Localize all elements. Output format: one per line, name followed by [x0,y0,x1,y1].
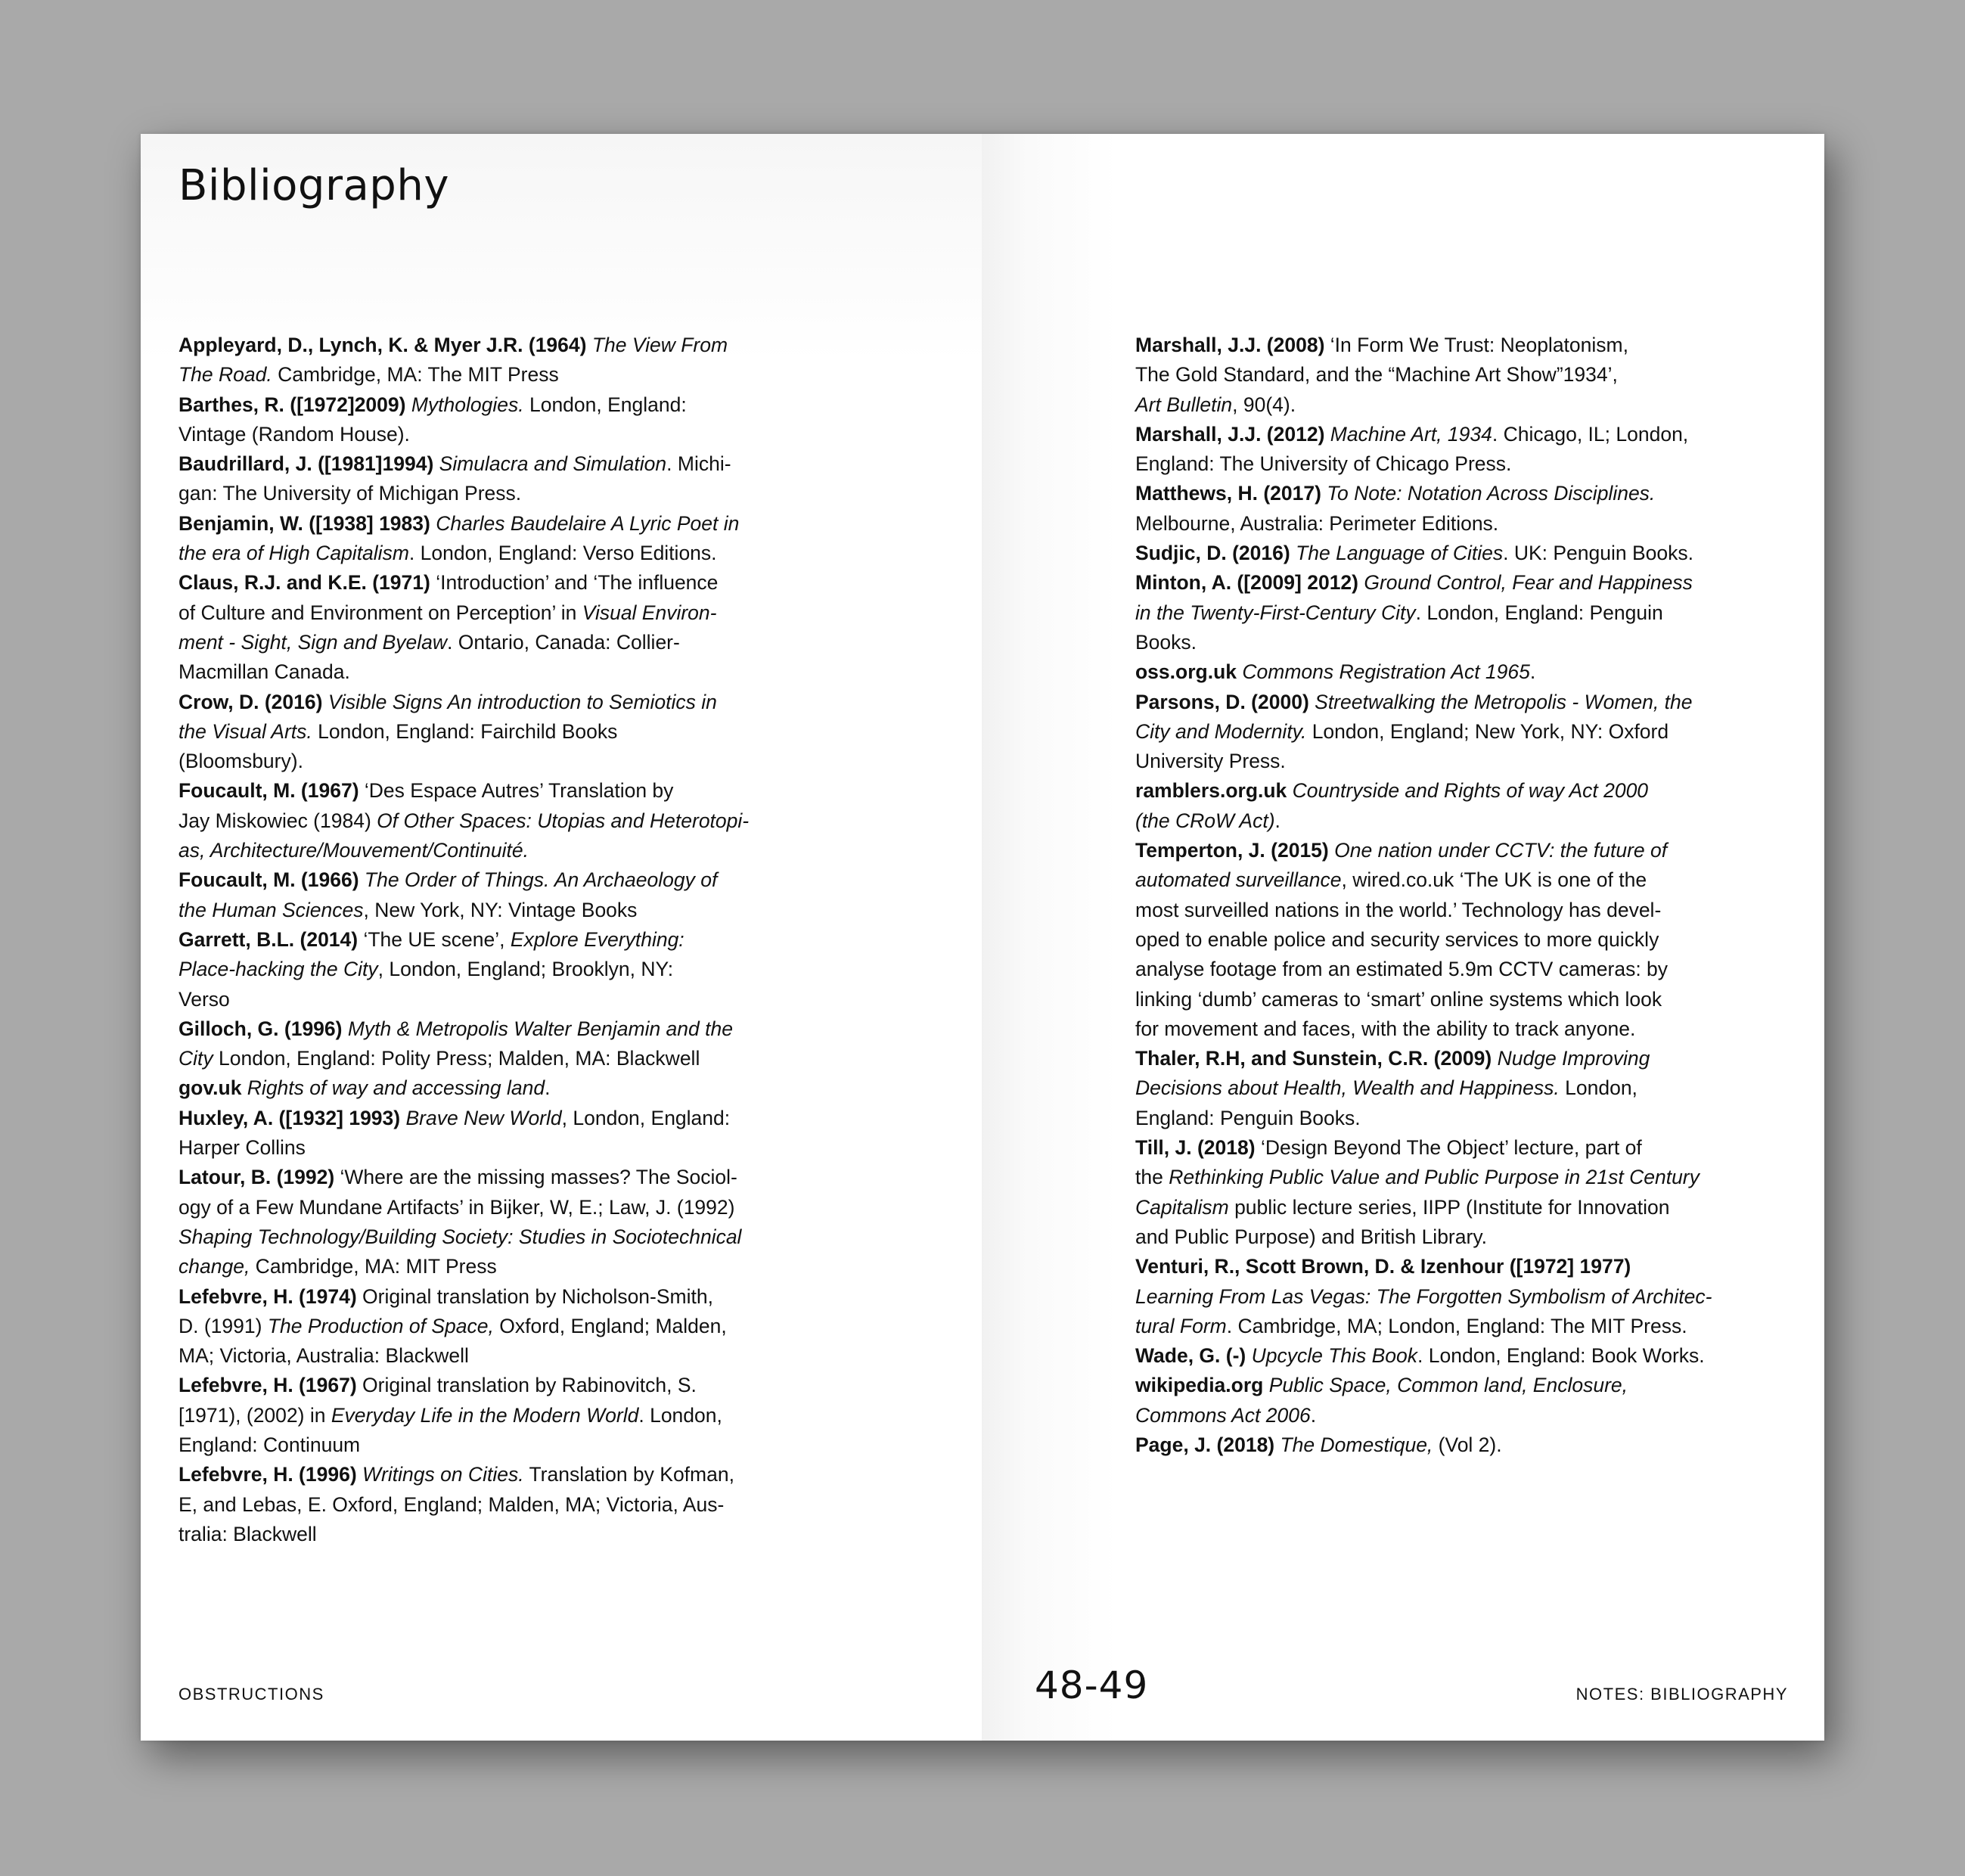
entry-author: Foucault, M. (1967) [178,779,365,803]
entry-text: Oxford, England; Malden, [493,1314,727,1337]
page-number: 48-49 [1035,1663,1149,1707]
entry-line [1135,1401,1740,1430]
entry-text: and Public Purpose) and British Library. [1135,1225,1487,1248]
entry-line [178,806,784,836]
page-title: Bibliography [178,161,449,210]
entry-text: ‘The UE scene’, [363,927,511,951]
entry-line [1135,806,1740,836]
entry-title: The Order of Things. An Archaeology of [364,868,718,892]
entry-line [178,688,784,717]
entry-text: England: Penguin Books. [1135,1106,1361,1129]
entry-line [1135,688,1740,717]
entry-text: Translation by Kofman, [523,1463,734,1486]
entry-title: Myth & Metropolis Walter Benjamin and the [347,1017,733,1040]
entry-line [178,628,784,657]
entry-text: [1971), (2002) in [178,1403,331,1427]
entry-line [1135,1282,1740,1312]
entry-author: Claus, R.J. and K.E. (1971) [178,571,436,595]
entry-line [1135,985,1740,1014]
entry-text: England: Continuum [178,1433,361,1456]
bibliography-entry [178,925,784,1014]
bibliography-entry [1135,479,1740,539]
entry-author: Gilloch, G. (1996) [178,1017,348,1040]
entry-text: tralia: Blackwell [178,1522,317,1545]
entry-text: . UK: Penguin Books. [1503,542,1694,565]
bibliography-entry [178,1163,784,1281]
entry-author: Parsons, D. (2000) [1135,690,1315,713]
entry-line [178,598,784,628]
entry-author: Page, J. (2018) [1135,1433,1281,1456]
entry-text: analyse footage from an estimated 5.9m CCTV cameras: by [1135,958,1669,981]
entry-line [178,1163,784,1192]
entry-title: automated surveillance [1135,868,1342,892]
entry-text: London, England: Polity Press; Malden, MA: Blackwell [213,1047,700,1070]
entry-author: Till, J. (2018) [1135,1136,1261,1160]
entry-text: . [1274,809,1281,832]
right-page [982,134,1824,1741]
entry-text: for movement and faces, with the ability to track anyone. [1135,1017,1636,1040]
entry-line [1135,628,1740,657]
entry-title: City and Modernity. [1135,719,1307,743]
entry-author: Lefebvre, H. (1974) [178,1284,363,1308]
entry-line [1135,1193,1740,1222]
bibliography-entry [1135,539,1740,568]
bibliography-entry [1135,1371,1740,1430]
entry-text: linking ‘dumb’ cameras to ‘smart’ online systems which look [1135,987,1662,1011]
entry-text: Macmillan Canada. [178,660,350,684]
entry-text: Melbourne, Australia: Perimeter Editions. [1135,511,1499,535]
entry-author: Sudjic, D. (2016) [1135,542,1296,565]
entry-line [178,420,784,449]
entry-line [1135,1312,1740,1341]
entry-title: Machine Art, 1934 [1330,422,1492,446]
entry-text: the [1135,1166,1169,1189]
entry-author: oss.org.uk [1135,660,1243,684]
entry-title: Ground Control, Fear and Happiness [1364,571,1693,595]
entry-line [178,1312,784,1341]
entry-text: London, England: Fairchild Books [312,719,618,743]
entry-line [178,1341,784,1371]
entry-author: Marshall, J.J. (2008) [1135,334,1330,356]
entry-text: . Michi- [666,452,731,476]
entry-title: (the CRoW Act) [1135,809,1275,832]
entry-text: Books. [1135,630,1197,654]
bibliography-entry [178,1104,784,1163]
entry-title: Place-hacking the City [178,958,378,981]
entry-line [178,1014,784,1044]
entry-title: Commons Act 2006 [1135,1403,1311,1427]
entry-author: Minton, A. ([2009] 2012) [1135,571,1364,595]
entry-text: (Bloomsbury). [178,750,303,773]
entry-title: Explore Everything: [510,927,684,951]
bibliography-entry [1135,420,1740,480]
entry-line [178,1430,784,1460]
bibliography-entry [178,1073,784,1103]
entry-line [1135,360,1740,390]
entry-line [1135,925,1740,955]
entry-text: MA; Victoria, Australia: Blackwell [178,1344,469,1368]
entry-line [1135,1430,1740,1460]
entry-text: . Chicago, IL; London, [1492,422,1689,446]
bibliography-entry [178,1282,784,1371]
bibliography-entry [178,568,784,687]
entry-author: Appleyard, D., Lynch, K. & Myer J.R. (1964) [178,334,592,356]
bibliography-entry [178,1371,784,1460]
entry-text: The Gold Standard, and the “Machine Art Show”1934’, [1135,363,1618,387]
bibliography-entry [178,776,784,865]
entry-line [178,1104,784,1133]
running-footer-right: NOTES: BIBLIOGRAPHY [1575,1685,1788,1704]
entry-text: Cambridge, MA: The MIT Press [272,363,559,387]
entry-text: University Press. [1135,750,1286,773]
entry-text: Harper Collins [178,1136,306,1160]
entry-text: , London, England: [561,1106,731,1129]
bibliography-entry [178,1014,784,1074]
entry-author: Huxley, A. ([1932] 1993) [178,1106,406,1129]
entry-line [1135,1341,1740,1371]
entry-line [178,568,784,598]
entry-title: Countryside and Rights of way Act 2000 [1292,779,1649,803]
entry-title: Streetwalking the Metropolis - Women, the [1315,690,1693,713]
entry-author: Garrett, B.L. (2014) [178,927,364,951]
running-footer-left: OBSTRUCTIONS [178,1685,324,1704]
entry-line [178,1460,784,1489]
entry-author: Wade, G. (-) [1135,1344,1252,1368]
bibliography-entry [1135,1430,1740,1460]
entry-text: . London, England: Penguin [1415,601,1663,624]
bibliography-entry [1135,568,1740,657]
entry-title: as, Architecture/Mouvement/Continuité. [178,839,529,862]
bibliography-entry [1135,1341,1740,1371]
entry-title: Everyday Life in the Modern World [331,1403,639,1427]
entry-line [1135,331,1740,360]
entry-title: To Note: Notation Across Disciplines. [1327,482,1656,505]
entry-title: the Human Sciences [178,898,364,921]
entry-text: London, England; New York, NY: Oxford [1306,719,1669,743]
entry-title: Of Other Spaces: Utopias and Heterotopi- [377,809,750,832]
bibliography-entry [1135,776,1740,836]
entry-line [178,1133,784,1163]
entry-author: ramblers.org.uk [1135,779,1293,803]
entry-line [178,539,784,568]
entry-line [178,955,784,984]
bibliography-entry [1135,688,1740,777]
left-page [141,134,982,1741]
entry-line [1135,1163,1740,1192]
entry-text: , London, England; Brooklyn, NY: [377,958,674,981]
bibliography-list-left [178,331,784,1549]
entry-text: Cambridge, MA: MIT Press [250,1255,497,1278]
entry-line [178,925,784,955]
entry-title: the era of High Capitalism [178,542,409,565]
entry-text: Vintage (Random House). [178,422,410,446]
entry-line [1135,1044,1740,1073]
entry-line [1135,420,1740,449]
entry-line [178,657,784,687]
entry-title: in the Twenty-First-Century City [1135,601,1416,624]
entry-text: . Cambridge, MA; London, England: The MIT Press. [1226,1314,1687,1337]
entry-text: oped to enable police and security services to more quickly [1135,927,1659,951]
book-spread [141,134,1824,1741]
entry-text: ‘Where are the missing masses? The Sociol- [340,1166,737,1189]
entry-line [178,896,784,925]
entry-line [1135,747,1740,776]
entry-author: Marshall, J.J. (2012) [1135,422,1330,446]
entry-title: The Production of Space, [267,1314,494,1337]
entry-title: Rights of way and accessing land [247,1076,545,1100]
entry-title: change, [178,1255,250,1278]
entry-title: Capitalism [1135,1195,1229,1219]
entry-line [178,1252,784,1281]
entry-title: Visual Environ- [582,601,717,624]
entry-line [178,776,784,806]
entry-text: D. (1991) [178,1314,268,1337]
entry-line [178,390,784,420]
entry-author: Benjamin, W. ([1938] 1983) [178,511,436,535]
entry-line [178,449,784,479]
entry-line [178,331,784,360]
entry-line [1135,717,1740,747]
entry-title: The Language of Cities [1296,542,1504,565]
entry-line [178,747,784,776]
entry-author: Crow, D. (2016) [178,690,328,713]
entry-text: of Culture and Environment on Perception’ in [178,601,582,624]
entry-text: London, England: [523,393,687,416]
entry-title: Learning From Las Vegas: The Forgotten Symbolism of Architec- [1135,1284,1712,1308]
entry-text: . [1310,1403,1317,1427]
entry-line [1135,568,1740,598]
bibliography-entry [178,390,784,450]
entry-line [1135,1371,1740,1400]
entry-text: ‘Introduction’ and ‘The influence [436,571,719,595]
entry-title: Simulacra and Simulation [439,452,667,476]
entry-title: The View From [591,334,728,356]
entry-line [178,1520,784,1549]
bibliography-list-right [1135,331,1740,1460]
entry-line [178,865,784,895]
entry-line [1135,509,1740,539]
entry-line [1135,1073,1740,1103]
entry-line [178,1073,784,1103]
entry-author: Baudrillard, J. ([1981]1994) [178,452,439,476]
bibliography-entry [178,865,784,925]
entry-text: London, [1559,1076,1638,1100]
entry-title: Decisions about Health, Wealth and Happiness. [1135,1076,1560,1100]
entry-text: . London, England: Book Works. [1417,1344,1705,1368]
entry-author: wikipedia.org [1135,1374,1269,1397]
entry-line [1135,1014,1740,1044]
entry-line [1135,836,1740,865]
entry-text: . [1529,660,1536,684]
bibliography-entry [1135,1044,1740,1133]
bibliography-entry [178,449,784,509]
bibliography-entry [178,1460,784,1549]
entry-line [178,717,784,747]
entry-line [178,360,784,390]
entry-text: ‘In Form We Trust: Neoplatonism, [1330,334,1628,356]
entry-author: Lefebvre, H. (1996) [178,1463,363,1486]
entry-title: Charles Baudelaire A Lyric Poet in [436,511,740,535]
entry-author: Venturi, R., Scott Brown, D. & Izenhour ([1972] 1977) [1135,1255,1631,1278]
entry-title: The Domestique, [1280,1433,1433,1456]
entry-title: Brave New World [405,1106,562,1129]
entry-title: Rethinking Public Value and Public Purpose in 21st Century [1169,1166,1700,1189]
bibliography-entry [1135,836,1740,1044]
entry-title: Mythologies. [411,393,524,416]
entry-line [1135,657,1740,687]
entry-title: The Road. [178,363,272,387]
entry-text: Original translation by Rabinovitch, S. [362,1374,697,1397]
entry-title: Public Space, Common land, Enclosure, [1268,1374,1628,1397]
entry-author: gov.uk [178,1076,247,1100]
entry-text: Original translation by Nicholson-Smith, [362,1284,713,1308]
entry-title: the Visual Arts. [178,719,312,743]
entry-line [1135,955,1740,984]
entry-line [1135,865,1740,895]
entry-title: City [178,1047,213,1070]
entry-text: , New York, NY: Vintage Books [363,898,638,921]
entry-title: One nation under CCTV: the future of [1334,839,1668,862]
entry-text: E, and Lebas, E. Oxford, England; Malden, MA; Victoria, Aus- [178,1492,725,1516]
entry-line [1135,479,1740,508]
entry-text: England: The University of Chicago Press. [1135,452,1512,476]
entry-text: public lecture series, IIPP (Institute for Innovation [1228,1195,1670,1219]
entry-line [178,836,784,865]
entry-line [1135,896,1740,925]
entry-author: Temperton, J. (2015) [1135,839,1335,862]
entry-line [178,1401,784,1430]
entry-line [1135,776,1740,806]
bibliography-entry [1135,331,1740,420]
entry-text: . [545,1076,551,1100]
entry-line [1135,598,1740,628]
entry-text: gan: The University of Michigan Press. [178,482,522,505]
entry-text: Verso [178,987,230,1011]
bibliography-entry [1135,1133,1740,1252]
entry-line [1135,1133,1740,1163]
entry-line [178,1371,784,1400]
entry-text: most surveilled nations in the world.’ Technology has devel- [1135,898,1662,921]
entry-title: tural Form [1135,1314,1227,1337]
bibliography-entry [1135,1252,1740,1341]
bibliography-entry [178,688,784,777]
entry-text: ‘Des Espace Autres’ Translation by [364,779,674,803]
entry-line [178,1282,784,1312]
entry-text: , 90(4). [1232,393,1296,416]
entry-line [1135,539,1740,568]
entry-text: . London, [638,1403,722,1427]
entry-title: Upcycle This Book [1251,1344,1418,1368]
entry-line [1135,1104,1740,1133]
entry-text: (Vol 2). [1433,1433,1502,1456]
entry-line [178,1222,784,1252]
entry-line [1135,1222,1740,1252]
entry-title: Commons Registration Act 1965 [1242,660,1530,684]
entry-line [178,1490,784,1520]
entry-text: . Ontario, Canada: Collier- [447,630,680,654]
entry-text: ogy of a Few Mundane Artifacts’ in Bijker, W, E.; Law, J. (1992) [178,1195,735,1219]
entry-title: Visible Signs An introduction to Semiotics in [328,690,717,713]
entry-line [1135,449,1740,479]
entry-line [178,1044,784,1073]
entry-title: Writings on Cities. [362,1463,524,1486]
entry-title: Nudge Improving [1497,1047,1650,1070]
bibliography-entry [178,509,784,569]
entry-text: Jay Miskowiec (1984) [178,809,377,832]
entry-line [178,509,784,539]
entry-author: Foucault, M. (1966) [178,868,365,892]
bibliography-entry [1135,657,1740,687]
entry-line [178,1193,784,1222]
entry-author: Barthes, R. ([1972]2009) [178,393,411,416]
entry-author: Matthews, H. (2017) [1135,482,1327,505]
entry-line [178,985,784,1014]
entry-title: ment - Sight, Sign and Byelaw [178,630,447,654]
entry-author: Lefebvre, H. (1967) [178,1374,363,1397]
entry-line [178,479,784,508]
bibliography-entry [178,331,784,390]
entry-author: Thaler, R.H, and Sunstein, C.R. (2009) [1135,1047,1498,1070]
entry-author: Latour, B. (1992) [178,1166,340,1189]
entry-line [1135,1252,1740,1281]
entry-line [1135,390,1740,420]
entry-title: Shaping Technology/Building Society: Studies in Sociotechnical [178,1225,742,1248]
entry-text: ‘Design Beyond The Object’ lecture, part of [1260,1136,1642,1160]
entry-title: Art Bulletin [1135,393,1233,416]
entry-text: . London, England: Verso Editions. [408,542,717,565]
entry-text: , wired.co.uk ‘The UK is one of the [1341,868,1647,892]
